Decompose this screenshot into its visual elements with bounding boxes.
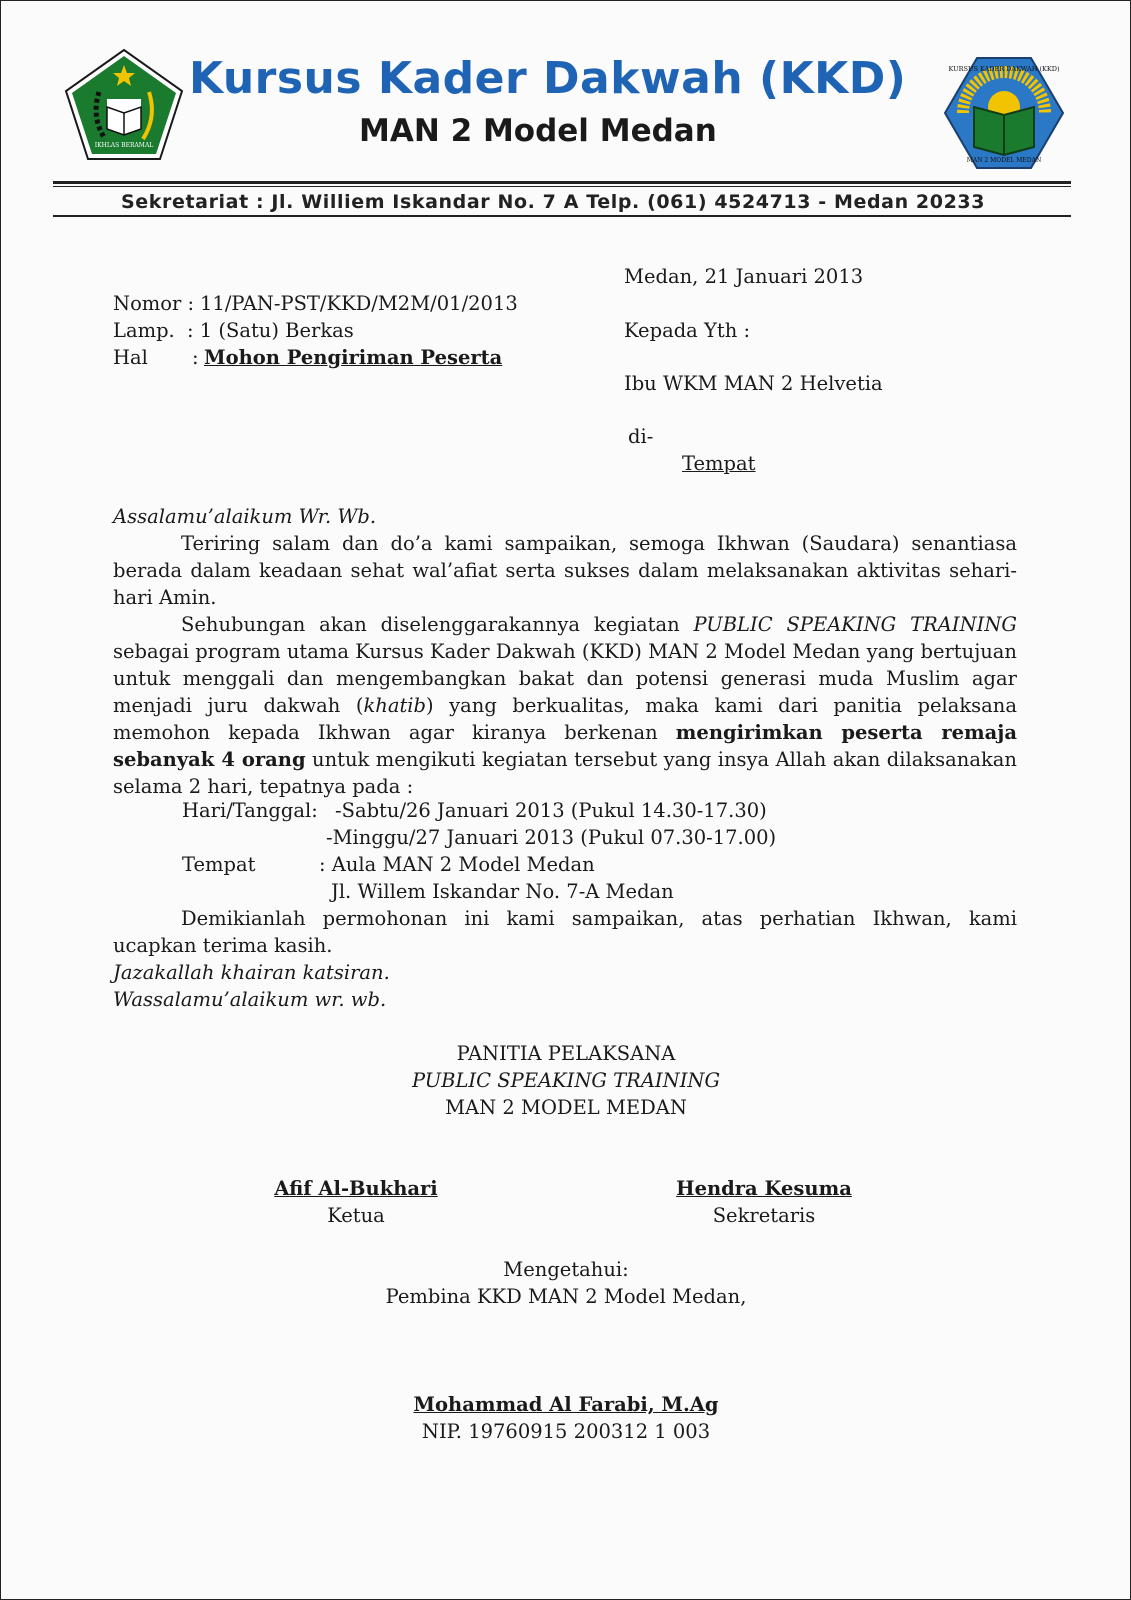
place-date: Medan, 21 Januari 2013 [624,265,864,288]
advisor-name [316,1391,816,1418]
acknowledge-role: Pembina KKD MAN 2 Model Medan, [385,1285,747,1308]
place-line-1: : Aula MAN 2 Model Medan [319,853,595,876]
secretary-role: Sekretaris [712,1204,816,1227]
paragraph-3 [113,905,1017,959]
paragraph-3-text: Demikianlah permohonan ini kami sampaikan, atas perhatian Ikhwan, kami ucapkan terima kasih. [113,907,1017,957]
participant-request: mengirimkan peserta remaja sebanyak 4 orang [113,721,1017,771]
place-line-2: Jl. Willem Iskandar No. 7-A Medan [331,880,674,903]
schedule-label: Hari/Tanggal: [182,799,318,822]
closing-wassalam: Wassalamu’alaikum wr. wb. [113,988,387,1011]
header-rule-bottom [53,215,1071,217]
tempat-label: Tempat [682,452,756,475]
hal-label: Hal [113,346,148,369]
secretary-name [614,1175,914,1202]
schedule-day-1: -Sabtu/26 Januari 2013 (Pukul 14.30-17.30) [335,799,767,822]
paragraph-2-text-c: ) yang berkualitas, maka kami dari panitia pelaksana memohon kepada Ikhwan agar kiranya berkenan [113,694,1017,744]
left-logo-text: IKHLAS BERAMAL [94,142,154,149]
secretariat-address: Sekretariat : Jl. Williem Iskandar No. 7 A Telp. (061) 4524713 - Medan 20233 [121,191,986,213]
event-name: PUBLIC SPEAKING TRAINING [693,613,1017,636]
khatib-term: khatib [363,694,427,717]
chair-name [206,1175,506,1202]
letterhead-subtitle: MAN 2 Model Medan [359,113,717,149]
closing-jazakallah: Jazakallah khairan katsiran. [113,961,390,984]
to-label: Kepada Yth : [624,319,751,342]
lamp-value: : 1 (Satu) Berkas [187,319,354,342]
header-rule-top [53,181,1071,184]
advisor-name-text: Mohammad Al Farabi, M.Ag [413,1393,719,1416]
hal-separator: : [192,346,199,369]
nomor-value: 11/PAN-PST/KKD/M2M/01/2013 [200,292,518,315]
advisor-nip: NIP. 19760915 200312 1 003 [421,1420,711,1443]
chair-name-text: Afif Al-Bukhari [274,1177,438,1200]
committee-line-2: PUBLIC SPEAKING TRAINING [411,1069,721,1092]
place-label: Tempat [182,853,256,876]
committee-line-1: PANITIA PELAKSANA [456,1042,676,1065]
paragraph-2-text-b: sebagai program utama Kursus Kader Dakwah (KKD) MAN 2 Model Medan yang bertujuan untuk menggali dan mengembangkan bakat dan potensi generasi muda Muslim agar menjadi juru dakwah ( [113,640,1017,717]
di-label: di- [628,425,654,448]
hal-value: Mohon Pengiriman Peserta [204,346,503,369]
chair-role: Ketua [327,1204,385,1227]
right-logo-top-text: KURSUS KADER DAKWAH (KKD) [948,65,1060,73]
paragraph-2-text-a: Sehubungan akan diselenggarakannya kegiatan [181,613,694,636]
acknowledge-label: Mengetahui: [503,1258,629,1281]
recipient: Ibu WKM MAN 2 Helvetia [624,372,883,395]
kemenag-logo [63,47,185,163]
paragraph-1-text: Teriring salam dan do’a kami sampaikan, semoga Ikhwan (Saudara) senantiasa berada dalam keadaan sehat wal’afiat serta sukses dalam melaksanakan aktivitas sehari-hari Amin. [113,532,1017,609]
right-logo-bottom-text: MAN 2 MODEL MEDAN [966,157,1042,164]
paragraph-2-text-d: untuk mengikuti kegiatan tersebut yang insya Allah akan dilaksanakan selama 2 hari, tepatnya pada : [113,748,1017,798]
committee-line-3: MAN 2 MODEL MEDAN [445,1096,687,1119]
secretary-name-text: Hendra Kesuma [676,1177,852,1200]
kkd-logo [941,55,1067,171]
lamp-label: Lamp. [113,319,175,342]
opening-salam: Assalamu’alaikum Wr. Wb. [113,505,377,528]
schedule-day-2: -Minggu/27 Januari 2013 (Pukul 07.30-17.00) [326,826,777,849]
header-rule-top-thin [53,186,1071,187]
paragraph-2 [113,611,1017,800]
nomor-label: Nomor : [113,292,195,315]
paragraph-1 [113,530,1017,611]
letterhead-title: Kursus Kader Dakwah (KKD) [189,53,907,104]
